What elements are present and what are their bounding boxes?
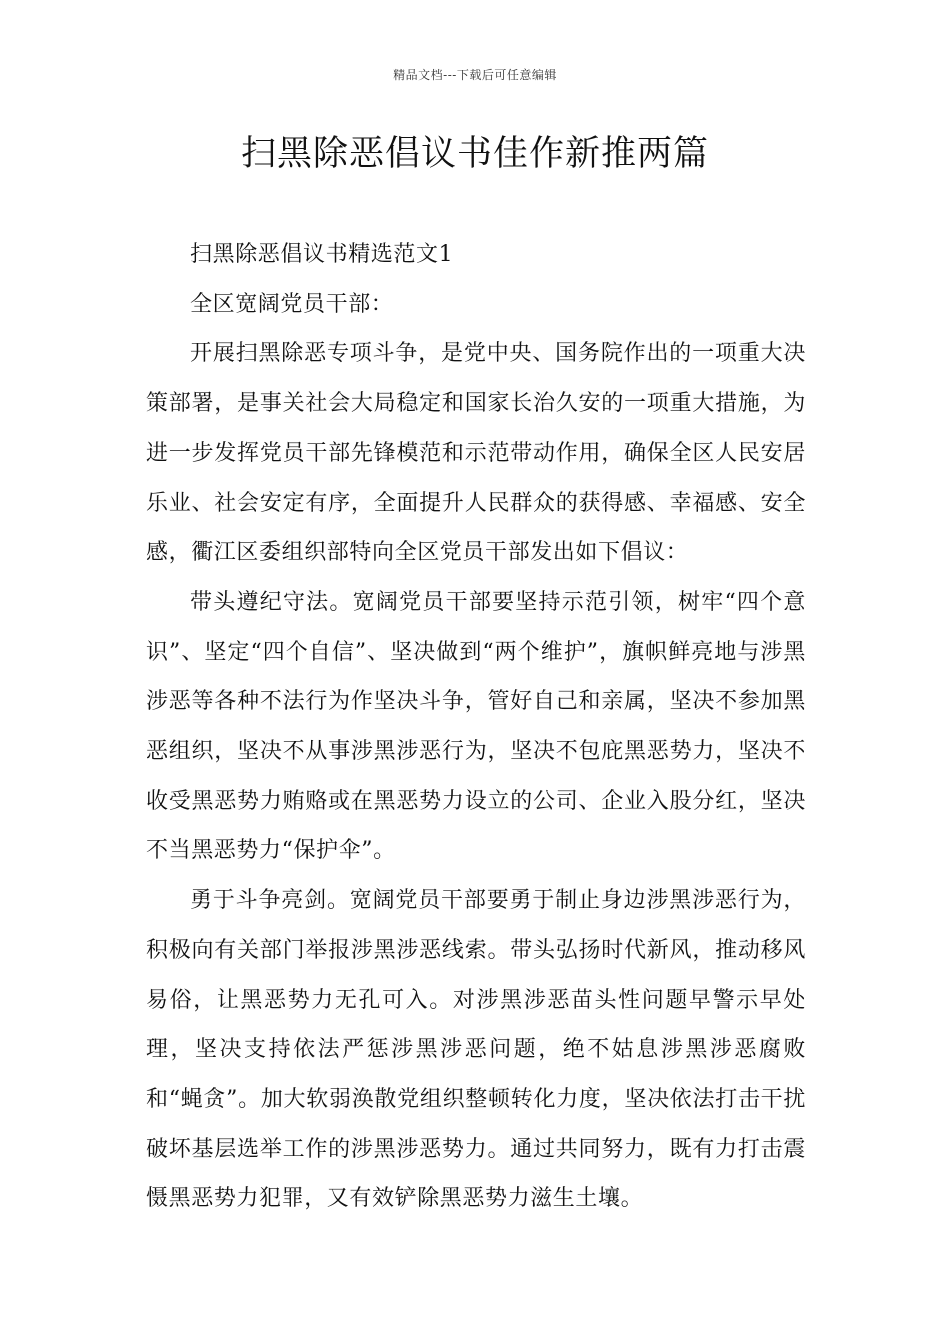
paragraph: 勇于斗争亮剑。宽阔党员干部要勇于制止身边涉黑涉恶行为，积极向有关部门举报涉黑涉恶线索。带头弘扬时代新风，推动移风易俗，让黑恶势力无孔可入。对涉黑涉恶苗头性问题早警示早处理，坚决支持依法严惩涉黑涉恶问题，绝不姑息涉黑涉恶腐败和“蝇贪”。加大软弱涣散党组织整顿转化力度，坚决依法打击干扰破坏基层选举工作的涉黑涉恶势力。通过共同努力，既有力打击震慑黑恶势力犯罪，又有效铲除黑恶势力滋生土壤。 [146, 888, 806, 1212]
salutation: 全区宽阔党员干部： [190, 291, 394, 317]
paragraph: 开展扫黑除恶专项斗争，是党中央、国务院作出的一项重大决策部署，是事关社会大局稳定和国家长治久安的一项重大措施，为进一步发挥党员干部先锋模范和示范带动作用，确保全区人民安居乐业、社会安定有序，全面提升人民群众的获得感、幸福感、安全感，衢江区委组织部特向全区党员干部发出如下倡议： [146, 341, 806, 566]
document-title: 扫黑除恶倡议书佳作新推两篇 [240, 134, 709, 174]
document-subtitle: 扫黑除恶倡议书精选范文1 [190, 242, 454, 267]
header-note: 精品文档---下载后可任意编辑 [393, 68, 557, 82]
paragraph: 带头遵纪守法。宽阔党员干部要坚持示范引领，树牢“四个意识”、坚定“四个自信”、坚决做到“两个维护”，旗帜鲜亮地与涉黑涉恶等各种不法行为作坚决斗争，管好自己和亲属，坚决不参加黑恶组织，坚决不从事涉黑涉恶行为，坚决不包庇黑恶势力，坚决不收受黑恶势力贿赂或在黑恶势力设立的公司、企业入股分红，坚决不当黑恶势力“保护伞”。 [146, 589, 806, 864]
document-body [146, 230, 806, 1224]
